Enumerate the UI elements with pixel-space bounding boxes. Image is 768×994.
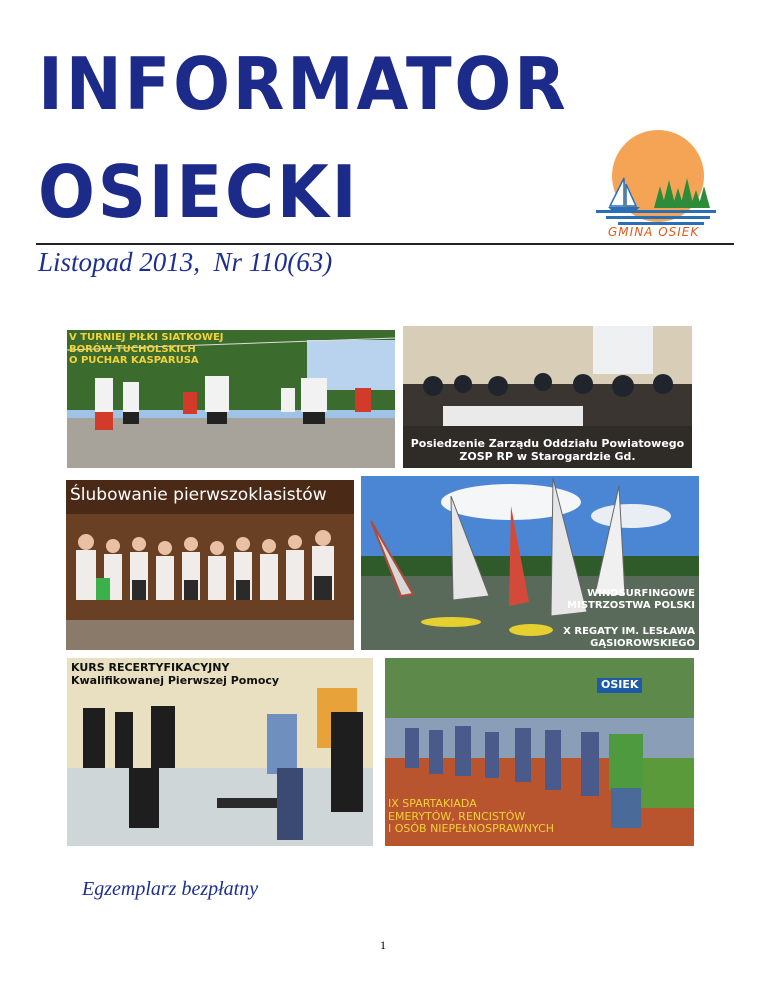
photo-caption: BORÓW TUCHOLSKICH [69,343,196,355]
photo-volleyball [67,330,395,468]
photo-caption: Ślubowanie pierwszoklasistów [70,485,327,505]
photo-first-graders [66,480,354,650]
photo-caption: MISTRZOSTWA POLSKI [567,599,695,611]
photo-caption: EMERYTÓW, RENCISTÓW [388,809,526,823]
photo-caption: V TURNIEJ PIŁKI SIATKOWEJ [69,332,224,343]
magazine-title-line2: OSIECKI [38,150,360,234]
photo-caption: X REGATY IM. LESŁAWA [563,626,695,637]
free-copy-note: Egzemplarz bezpłatny [82,878,259,900]
logo-caption: GMINA OSIEK [608,225,700,239]
photo-caption: IX SPARTAKIADA [388,797,477,810]
photo-caption: Posiedzenie Zarządu Oddziału Powiatowego [410,437,685,450]
page-number: 1 [380,938,386,952]
photo-spartakiada [385,658,694,846]
photo-caption: I OSÓB NIEPEŁNOSPRAWNYCH [388,822,555,836]
photo-caption: KURS RECERTYFIKACYJNY [71,661,230,674]
photo-caption: WINDSURFINGOWE [587,588,695,599]
photo-caption: GĄSIOROWSKIEGO [590,637,695,649]
photo-caption: Kwalifikowanej Pierwszej Pomocy [71,673,280,687]
magazine-title-line1: INFORMATOR [38,42,569,126]
osiek-sign: OSIEK [601,678,639,691]
photo-caption: ZOSP RP w Starogardzie Gd. [459,449,636,463]
masthead-divider [36,243,734,245]
photo-windsurfing [361,476,699,650]
photo-caption: O PUCHAR KASPARUSA [69,355,199,366]
photo-first-aid [67,658,373,846]
photo-meeting [403,326,692,468]
issue-info: Listopad 2013, Nr 110(63) [38,247,333,277]
